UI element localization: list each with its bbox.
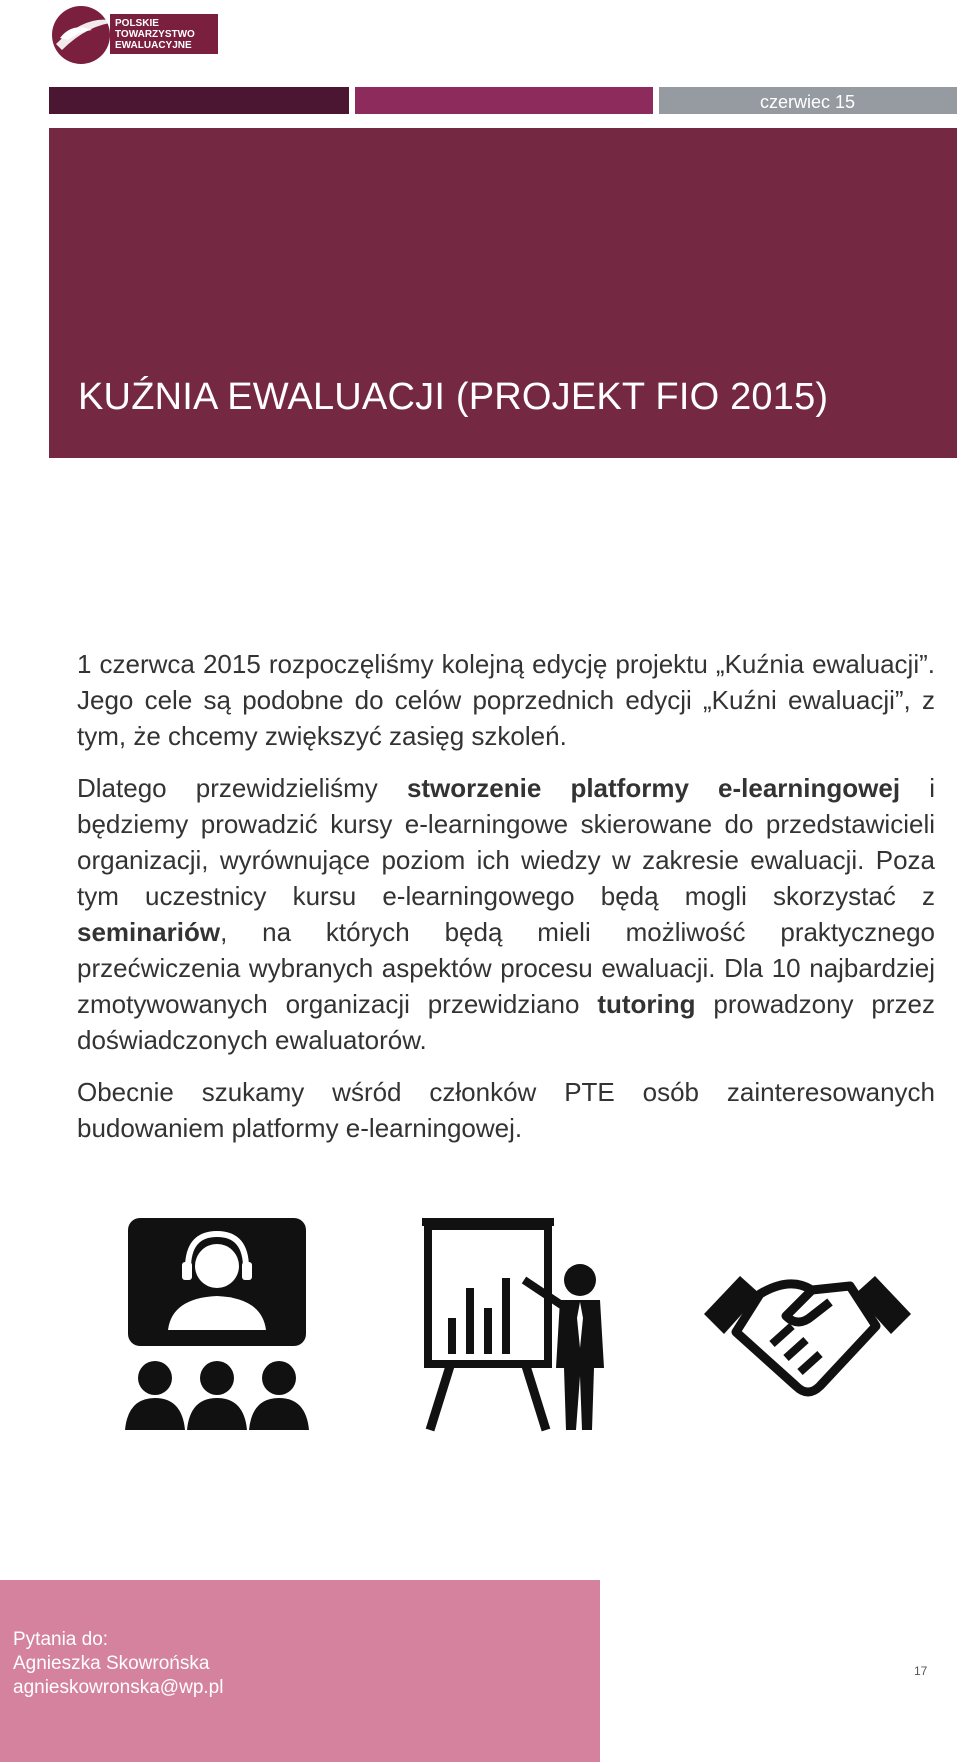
svg-text:POLSKIE: POLSKIE [115, 18, 159, 29]
presentation-icon [420, 1218, 615, 1433]
paragraph-1: 1 czerwca 2015 rozpoczęliśmy kolejną edycję projektu „Kuźnia ewaluacji”. Jego cele są podobne do celów poprzednich edycji „Kuźni ewaluacji”, z tym, że chcemy zwiększyć zasięg szkoleń. [77, 649, 935, 751]
page-number: 17 [914, 1664, 928, 1678]
pte-logo [48, 2, 220, 68]
highlight-tutoring: tutoring [597, 989, 696, 1019]
footer-contact [0, 1580, 600, 1762]
paragraph-3: Obecnie szukamy wśród członków PTE osób zainteresowanych budowaniem platformy e-learningowej. [77, 1077, 935, 1143]
highlight-platform: stworzenie platformy e-learningowej [406, 773, 901, 803]
contact-name: Agnieszka Skowrońska [13, 1653, 210, 1674]
contact-email[interactable]: agnieskowronska@wp.pl [13, 1677, 224, 1698]
body-text [77, 646, 935, 1162]
header-date: czerwiec 15 [659, 87, 957, 114]
svg-text:TOWARZYSTWO: TOWARZYSTWO [115, 29, 195, 40]
handshake-icon [700, 1246, 915, 1416]
webinar-icon [120, 1218, 315, 1433]
footer-label: Pytania do: [13, 1629, 109, 1650]
header-bar-1 [49, 87, 349, 114]
title-block [49, 128, 957, 458]
highlight-seminars: seminariów [77, 917, 221, 947]
icons-row [0, 1218, 960, 1443]
header-bar-2 [355, 87, 653, 114]
svg-text:EWALUACYJNE: EWALUACYJNE [115, 40, 192, 51]
paragraph-2: Dlatego przewidzieliśmy stworzenie platformy e-learningowej i będziemy prowadzić kursy e-learningowe skierowane do przedstawicieli organizacji, wyrównujące poziom ich wiedzy w zakresie ewaluacji. Poza tym uczestnicy kursu e-learningowego będą mogli skorzystać z seminariów, na których będą mieli możliwość praktycznego przećwiczenia wybranych aspektów procesu ewaluacji. Dla 10 najbardziej zmotywowanych organizacji przewidziano tutoring prowadzony przez doświadczonych ewaluatorów. [77, 773, 936, 1055]
slide-title: KUŹNIA EWALUACJI (PROJEKT FIO 2015) [78, 376, 829, 418]
